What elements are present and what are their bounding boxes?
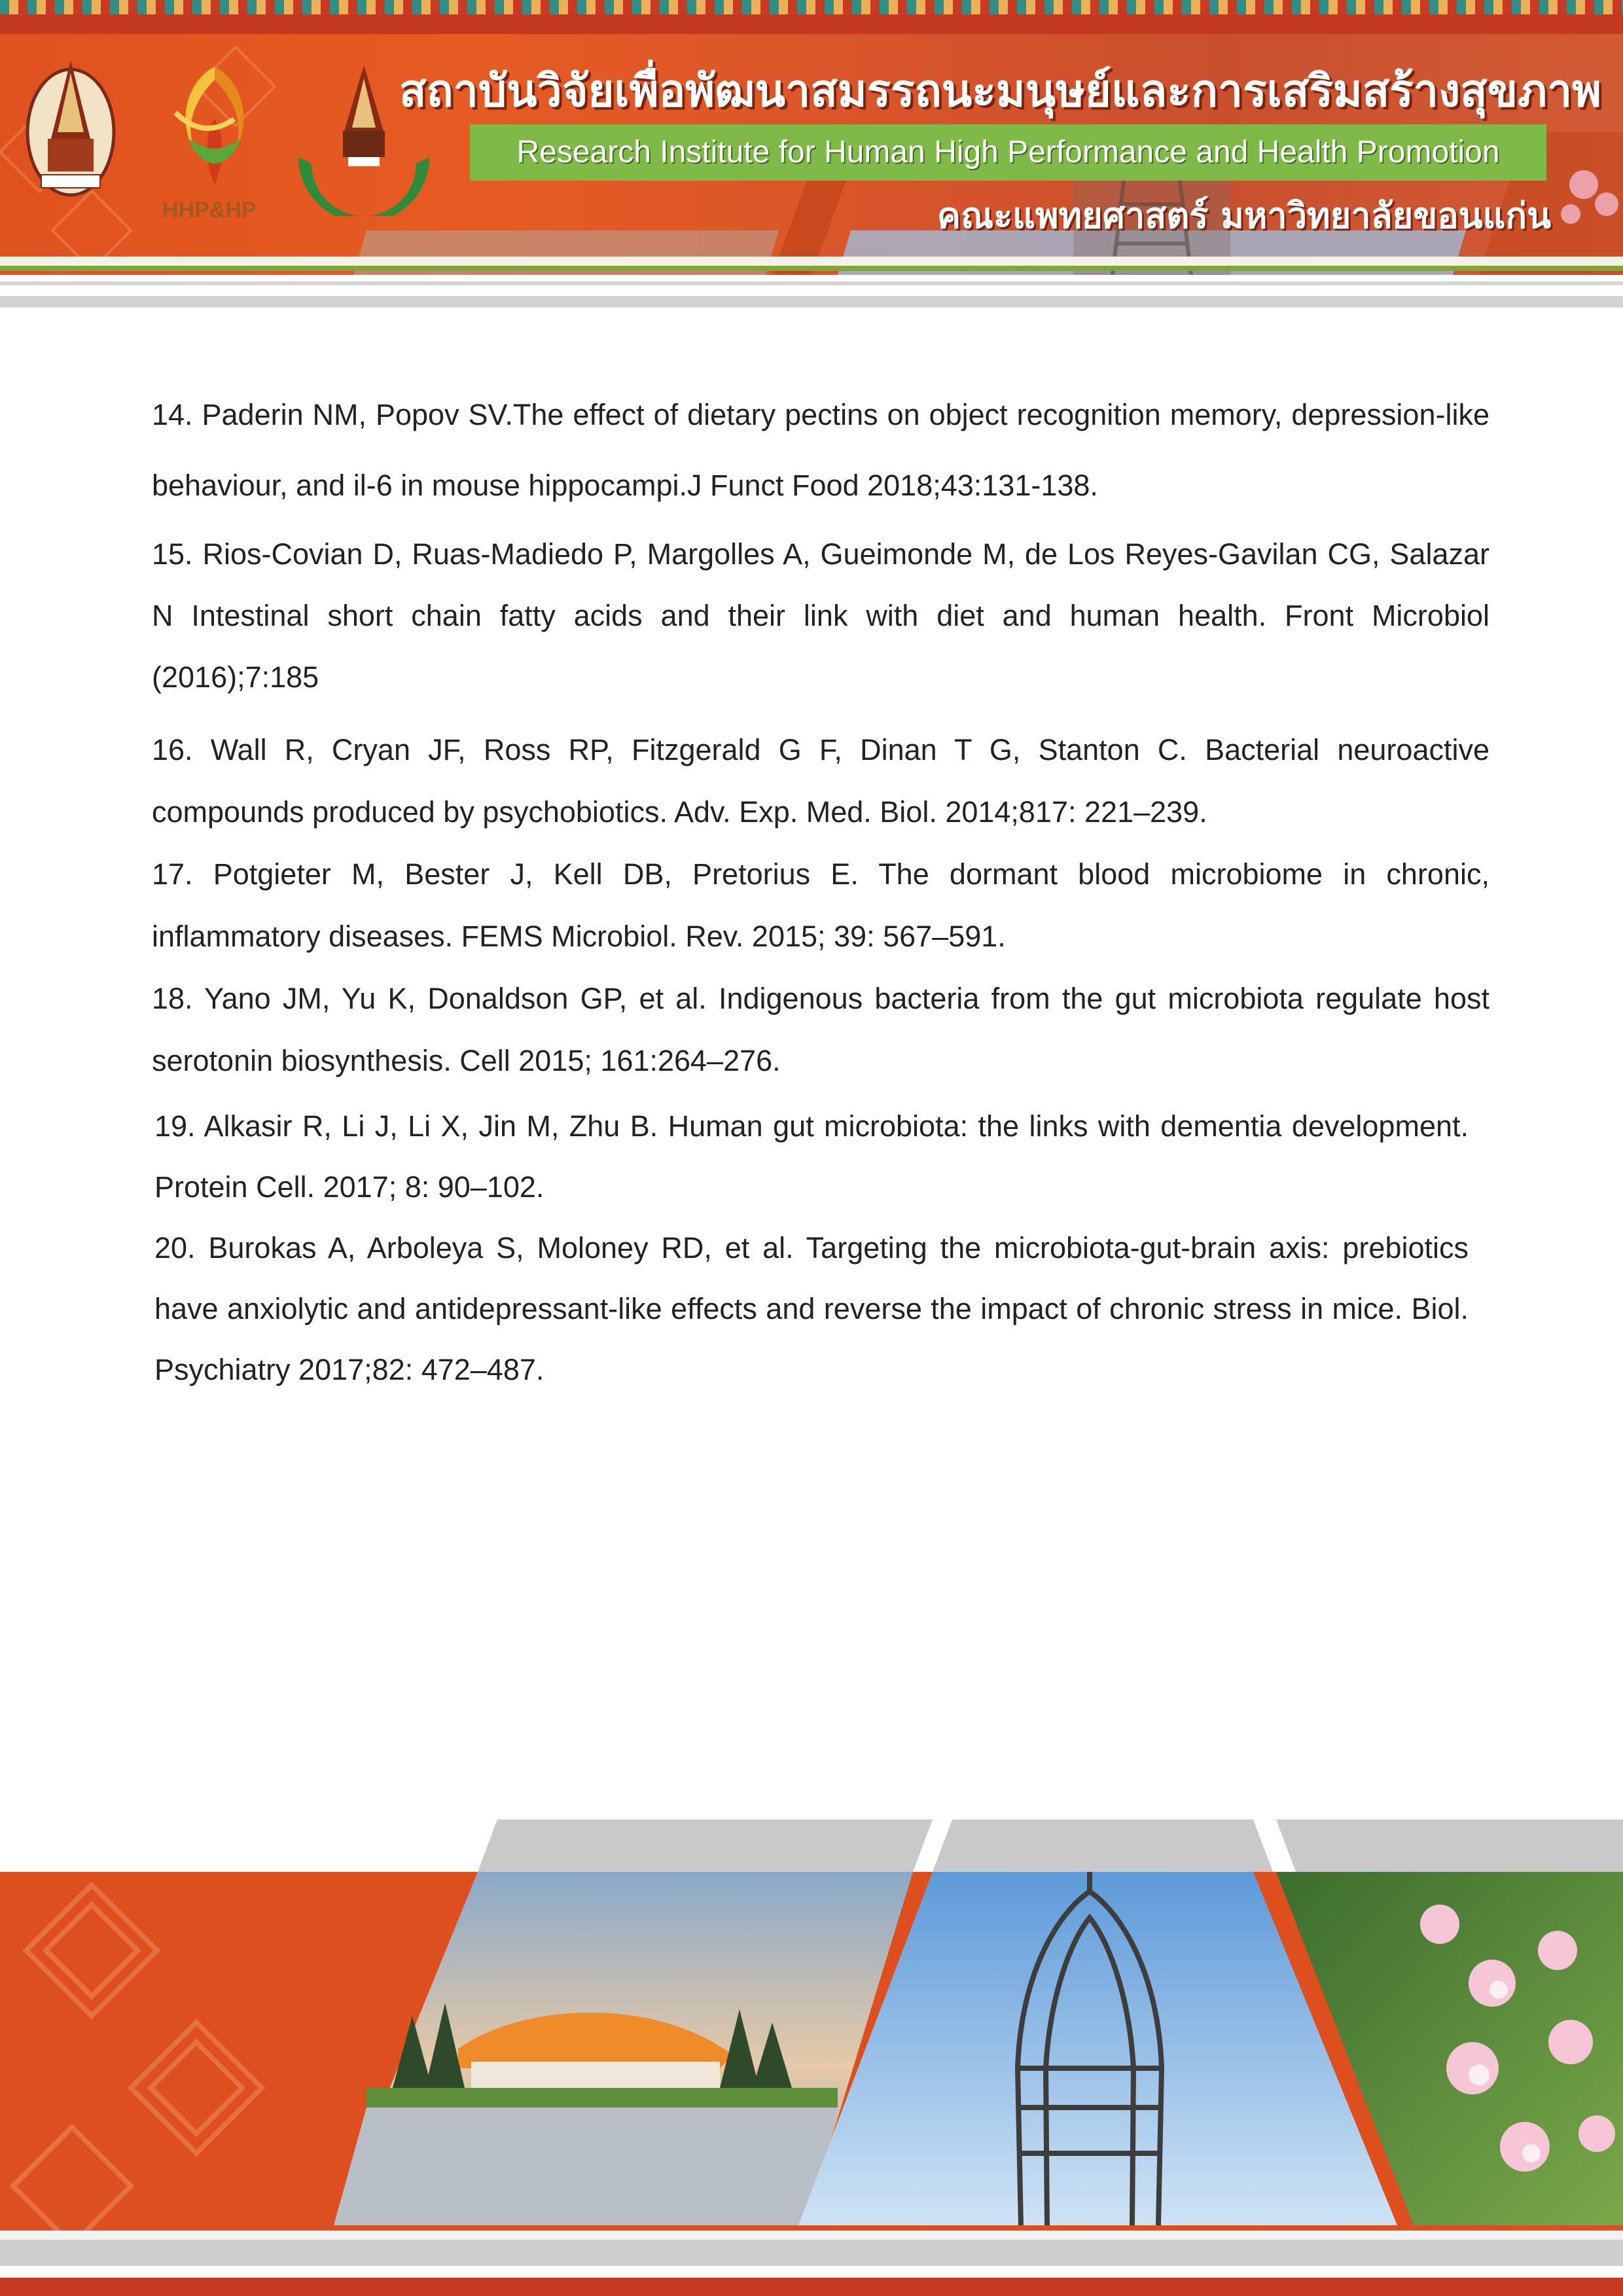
header-white-gap: [0, 285, 1623, 296]
institute-title-thai: สถาบันวิจัยเพื่อพัฒนาสมรรถนะมนุษย์และการเสริมสร้างสุขภาพ: [399, 65, 1601, 117]
footer-grey-stripe: [0, 2240, 1623, 2266]
hhp-logo-text: HHP&HP: [162, 198, 257, 223]
footer-white-gap: [0, 2266, 1623, 2278]
footer-red-stripe: [0, 2278, 1623, 2296]
header-cream-stripe: [0, 257, 1623, 266]
reference-item-14: 14. Paderin NM, Popov SV.The effect of dietary pectins on object recognition memory, depression-like behaviour, and il-6 in mouse hippocampi.J Funct Food 2018;43:131-138.: [152, 398, 1489, 502]
university-seal-logo: [25, 47, 116, 198]
footer-graphics: [0, 1872, 1623, 2238]
header-green-stripe: [0, 266, 1623, 271]
faculty-subtitle-thai: คณะแพทยศาสตร์ มหาวิทยาลัยขอนแก่น: [936, 195, 1551, 236]
hhp-phoenix-logo: [149, 41, 280, 224]
institute-title-english: Research Institute for Human High Performance and Health Promotion: [516, 135, 1500, 170]
reference-item-19: 19. Alkasir R, Li J, Li X, Jin M, Zhu B. Human gut microbiota: the links with dementia development. Protein Cell. 2017; 8: 90–102.: [154, 1109, 1469, 1204]
reference-list: [152, 380, 1489, 1400]
institute-title-english-box: [470, 124, 1546, 181]
reference-item-15: 15. Rios-Covian D, Ruas-Madiedo P, Margolles A, Gueimonde M, de Los Reyes-Gavilan CG, Salazar N Intestinal short chain fatty acids and their link with diet and human health. Front Microbiol (2016);7:185: [152, 537, 1489, 694]
footer-banner: [0, 1872, 1623, 2238]
footer-white-stripe: [0, 2231, 1623, 2240]
reference-item-20: 20. Burokas A, Arboleya S, Moloney RD, et al. Targeting the microbiota-gut-brain axis: prebiotics have anxiolytic and antidepressant-like effects and reverse the impact of chronic stress in mice. Biol. Psychiatry 2017;82: 472–487.: [154, 1231, 1469, 1386]
reference-item-18: 18. Yano JM, Yu K, Donaldson GP, et al. Indigenous bacteria from the gut microbiota regulate host serotonin biosynthesis. Cell 2015; 161:264–276.: [152, 982, 1489, 1077]
reference-item-16: 16. Wall R, Cryan JF, Ross RP, Fitzgerald G F, Dinan T G, Stanton C. Bacterial neuroactive compounds produced by psychobiotics. Adv. Exp. Med. Biol. 2014;817: 221–239.: [152, 733, 1489, 829]
footer-grey-tabs: [0, 1820, 1623, 1872]
reference-item-17: 17. Potgieter M, Bester J, Kell DB, Pretorius E. The dormant blood microbiome in chronic, inflammatory diseases. FEMS Microbiol. Rev. 2015; 39: 567–591.: [152, 857, 1489, 953]
page-footer: [0, 1820, 1623, 2296]
header-pattern-border: [0, 0, 1623, 14]
header-top-band: [0, 14, 1623, 34]
page-header: [0, 0, 1623, 308]
footer-diamond-pattern: [13, 1885, 262, 2238]
